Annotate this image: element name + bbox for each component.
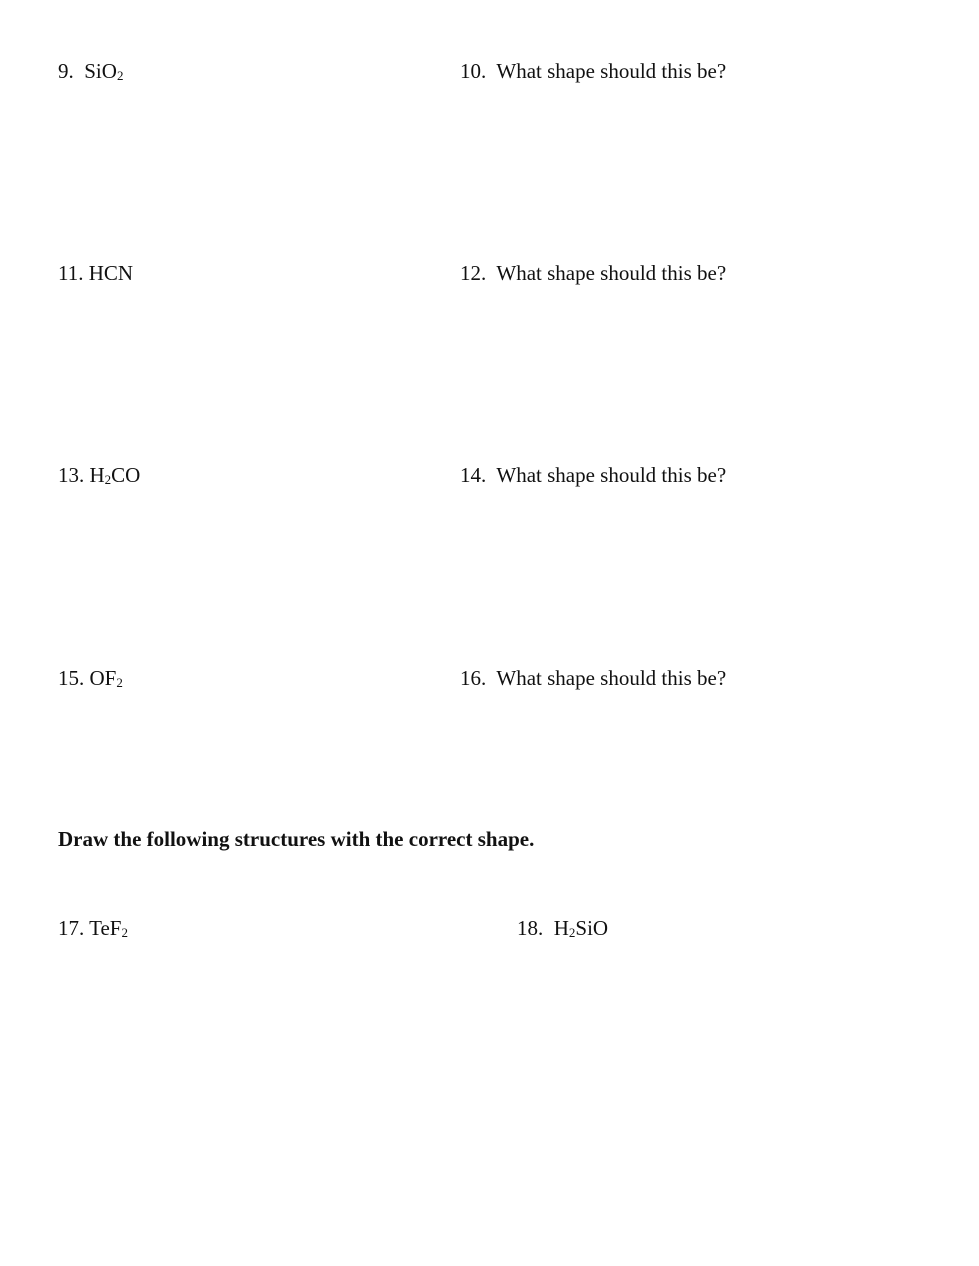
question-12	[460, 263, 726, 284]
question-number: 14.	[460, 463, 487, 487]
formula: HCN	[88, 261, 134, 285]
question-14	[460, 465, 726, 486]
question-number: 11.	[58, 261, 84, 285]
question-16	[460, 668, 726, 689]
question-text: What shape should this be?	[496, 463, 727, 487]
formula: TeF$_2$	[89, 916, 128, 940]
question-number: 15.	[58, 666, 85, 690]
question-number: 10.	[460, 59, 487, 83]
formula: $H_2CO$	[89, 463, 141, 487]
formula: SiO$_2$	[84, 59, 124, 83]
question-10	[460, 61, 726, 82]
question-number: 13.	[58, 463, 85, 487]
question-number: 16.	[460, 666, 487, 690]
question-18	[517, 918, 608, 939]
question-number: 9.	[58, 59, 74, 83]
question-text: What shape should this be?	[496, 261, 727, 285]
question-text: What shape should this be?	[496, 666, 727, 690]
question-15	[58, 668, 123, 689]
question-number: 17.	[58, 916, 85, 940]
question-11	[58, 263, 133, 284]
question-number: 12.	[460, 261, 487, 285]
question-9	[58, 61, 123, 82]
section-heading: Draw the following structures with the correct shape.	[58, 827, 535, 851]
question-17	[58, 918, 128, 939]
question-number: 18.	[517, 916, 544, 940]
formula: $H_2SiO$	[553, 916, 609, 940]
formula: $OF_2$	[89, 666, 123, 690]
question-13	[58, 465, 140, 486]
question-text: What shape should this be?	[496, 59, 727, 83]
